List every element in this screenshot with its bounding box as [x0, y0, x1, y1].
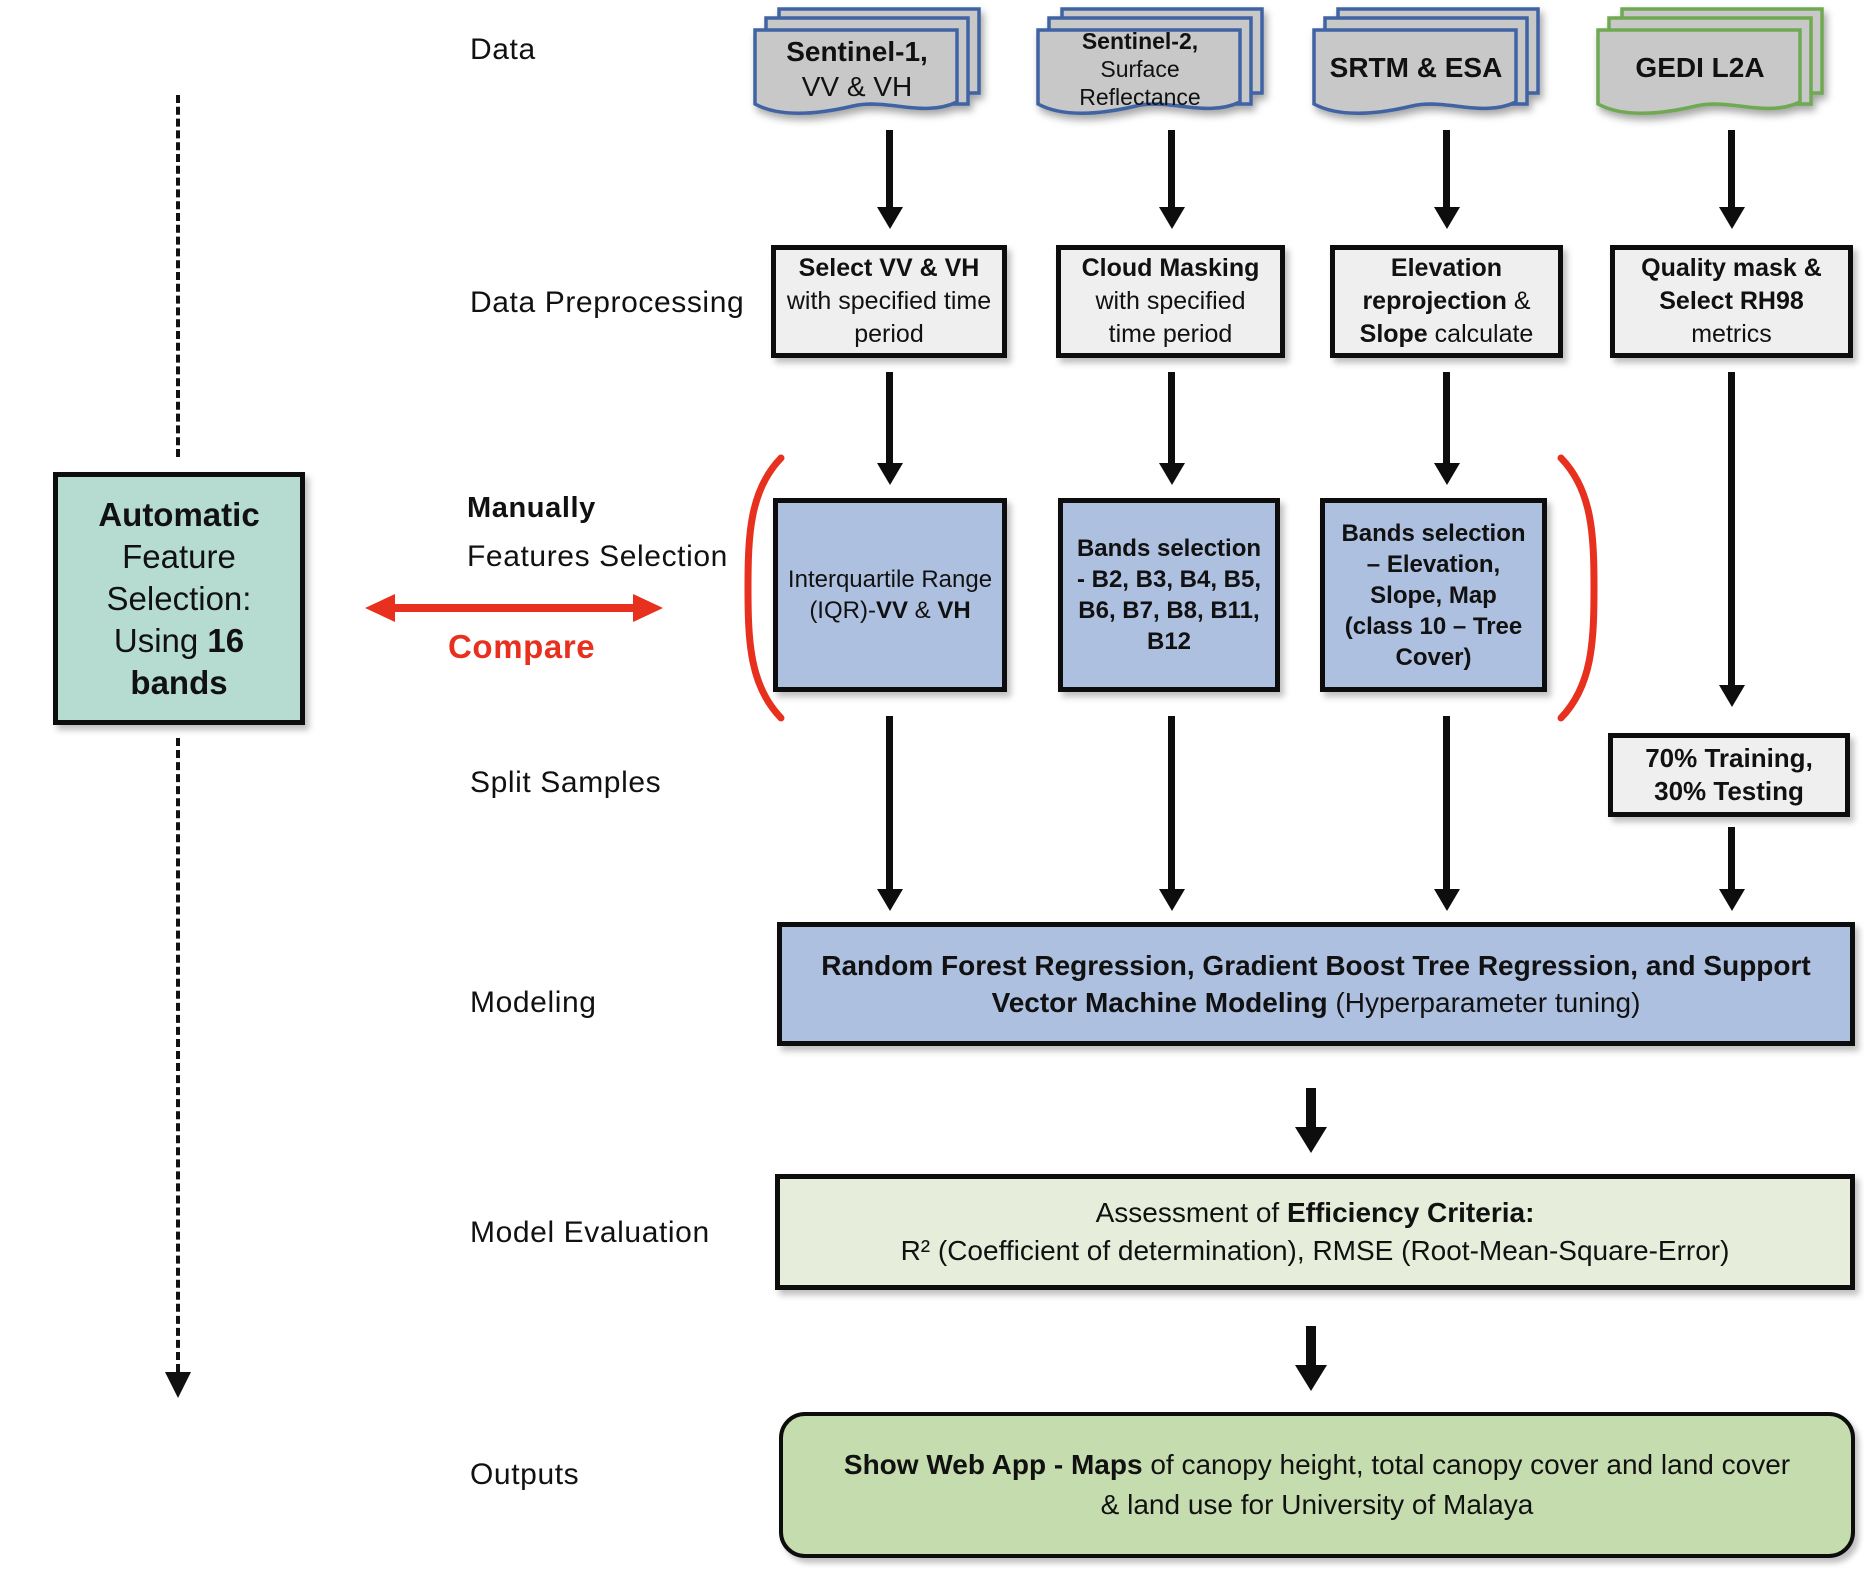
- text-regular: (Hyperparameter tuning): [1335, 987, 1641, 1018]
- features-box-iqr: [773, 498, 1007, 692]
- modeling-box: [777, 922, 1855, 1046]
- evaluation-line2: R² (Coefficient of determination), RMSE (Root-Mean-Square-Error): [900, 1235, 1730, 1266]
- arrow-features2-to-modeling: [1168, 716, 1175, 890]
- automatic-feature-selection-text: [58, 490, 300, 708]
- arrow-srtm-to-preprocessing: [1443, 130, 1450, 208]
- preprocessing-box-gedi: [1610, 245, 1853, 358]
- compare-double-arrow-icon: [363, 590, 665, 626]
- red-close-paren: [1556, 452, 1606, 724]
- split-line2: 30% Testing: [1654, 776, 1804, 806]
- modeling-box-text: [782, 943, 1850, 1025]
- text-regular2: &: [907, 597, 938, 624]
- text-regular1: Interquartile Range (IQR)-: [787, 566, 993, 624]
- arrow-sentinel1-to-preprocessing: [886, 130, 893, 208]
- text-bold: Show Web App - Maps: [843, 1449, 1143, 1480]
- features-box-topo-bands-text: Bands selection – Elevation, Slope, Map (class 10 – Tree Cover): [1341, 519, 1526, 671]
- arrow-features3-to-modeling: [1443, 716, 1450, 890]
- automatic-feature-selection-box: [53, 472, 305, 725]
- sentinel1-stack-text: [755, 34, 959, 104]
- auto-line4: [66, 620, 292, 662]
- auto-line4-regular: Using: [113, 621, 208, 659]
- arrow-modeling-to-evaluation: [1306, 1088, 1316, 1128]
- row-label-modeling: Modeling: [470, 986, 597, 1019]
- text-regular: Assessment of: [1095, 1197, 1287, 1228]
- row-label-data: Data: [470, 33, 536, 66]
- dashed-line-arrowhead-icon: [165, 1372, 191, 1398]
- preprocessing-box-srtm-text: [1335, 248, 1558, 355]
- row-label-split-samples: Split Samples: [470, 766, 662, 799]
- srtm-esa-stack-text: [1314, 50, 1518, 85]
- arrow-gedi-to-preprocessing: [1728, 130, 1735, 208]
- row-label-model-evaluation: Model Evaluation: [470, 1216, 710, 1249]
- text-bold: Cloud Masking: [1081, 254, 1260, 282]
- sentinel1-line2: VV & VH: [801, 71, 913, 102]
- text-regular: with specified time period: [1095, 287, 1246, 348]
- split-line1: 70% Training,: [1645, 743, 1813, 773]
- outputs-box-text: [783, 1441, 1851, 1529]
- row-label-outputs: Outputs: [470, 1458, 580, 1491]
- preprocessing-box-gedi-text: [1615, 248, 1848, 355]
- arrow-preprocessing2-to-features: [1168, 372, 1175, 464]
- features-box-s2-bands-text: Bands selection - B2, B3, B4, B5, B6, B7, B8, B11, B12: [1076, 535, 1262, 655]
- auto-line4-bold: 16: [207, 621, 245, 659]
- gedi-stack-text: [1598, 50, 1802, 85]
- preprocessing-box-sentinel1: [771, 245, 1007, 358]
- text-bold: Random Forest Regression, Gradient Boost Tree Regression, and Support Vector Machine Modeling: [821, 950, 1811, 1018]
- arrow-evaluation-to-outputs: [1306, 1326, 1316, 1366]
- preprocessing-box-sentinel2: [1056, 245, 1285, 358]
- text-bold1: VV: [875, 597, 908, 624]
- evaluation-line1: [788, 1194, 1842, 1232]
- text-regular: metrics: [1691, 320, 1772, 348]
- text-bold: Efficiency Criteria:: [1286, 1197, 1535, 1228]
- sentinel2-line1: Sentinel-2,: [1081, 28, 1199, 54]
- features-box-iqr-text: [778, 560, 1002, 630]
- text-bold2: VH: [937, 597, 971, 624]
- auto-line5: bands: [130, 663, 228, 701]
- auto-line2: Feature: [122, 537, 236, 575]
- text-bold1: Elevation reprojection: [1362, 254, 1507, 315]
- model-evaluation-text: [780, 1190, 1850, 1274]
- text-regular1: &: [1506, 287, 1531, 315]
- model-evaluation-box: [775, 1174, 1855, 1290]
- sentinel1-line1: Sentinel-1,: [786, 36, 928, 67]
- sentinel2-line2: Surface: [1100, 56, 1180, 82]
- outputs-box: [779, 1412, 1855, 1558]
- preprocessing-box-srtm: [1330, 245, 1563, 358]
- preprocessing-box-sentinel2-text: [1061, 248, 1280, 355]
- arrow-preprocessing3-to-features: [1443, 372, 1450, 464]
- auto-line1: Automatic: [98, 495, 260, 533]
- arrow-split-to-modeling: [1728, 827, 1735, 890]
- row-label-features-selection: Features Selection: [467, 540, 728, 573]
- dashed-line-bottom-segment: [176, 738, 180, 1372]
- row-label-preprocessing: Data Preprocessing: [470, 286, 745, 319]
- row-label-compare: Compare: [448, 628, 596, 665]
- text-regular: with specified time period: [786, 287, 992, 348]
- text-regular: of canopy height, total canopy cover and land cover & land use for University of Malaya: [1100, 1449, 1791, 1520]
- arrow-features1-to-modeling: [886, 716, 893, 890]
- sentinel2-line3: Reflectance: [1079, 84, 1201, 110]
- features-box-topo-bands: [1320, 498, 1547, 692]
- arrow-preprocessing1-to-features: [886, 372, 893, 464]
- split-samples-text: [1613, 738, 1845, 812]
- gedi-line1: GEDI L2A: [1635, 52, 1765, 83]
- features-box-s2-bands: [1058, 498, 1280, 692]
- preprocessing-box-sentinel1-text: [776, 248, 1002, 355]
- arrow-sentinel2-to-preprocessing: [1168, 130, 1175, 208]
- text-bold2: Slope: [1359, 320, 1428, 348]
- text-regular2: calculate: [1427, 320, 1534, 348]
- dashed-line-top-segment: [176, 95, 180, 457]
- auto-line3: Selection:: [106, 579, 252, 617]
- sentinel2-stack-text: [1038, 27, 1242, 111]
- text-bold: Quality mask & Select RH98: [1641, 254, 1822, 315]
- row-label-manually: Manually: [467, 492, 596, 524]
- srtm-esa-line1: SRTM & ESA: [1329, 52, 1503, 83]
- arrow-gedi-to-split-samples: [1728, 372, 1735, 686]
- text-bold: Select VV & VH: [798, 254, 980, 282]
- split-samples-box: [1608, 733, 1850, 817]
